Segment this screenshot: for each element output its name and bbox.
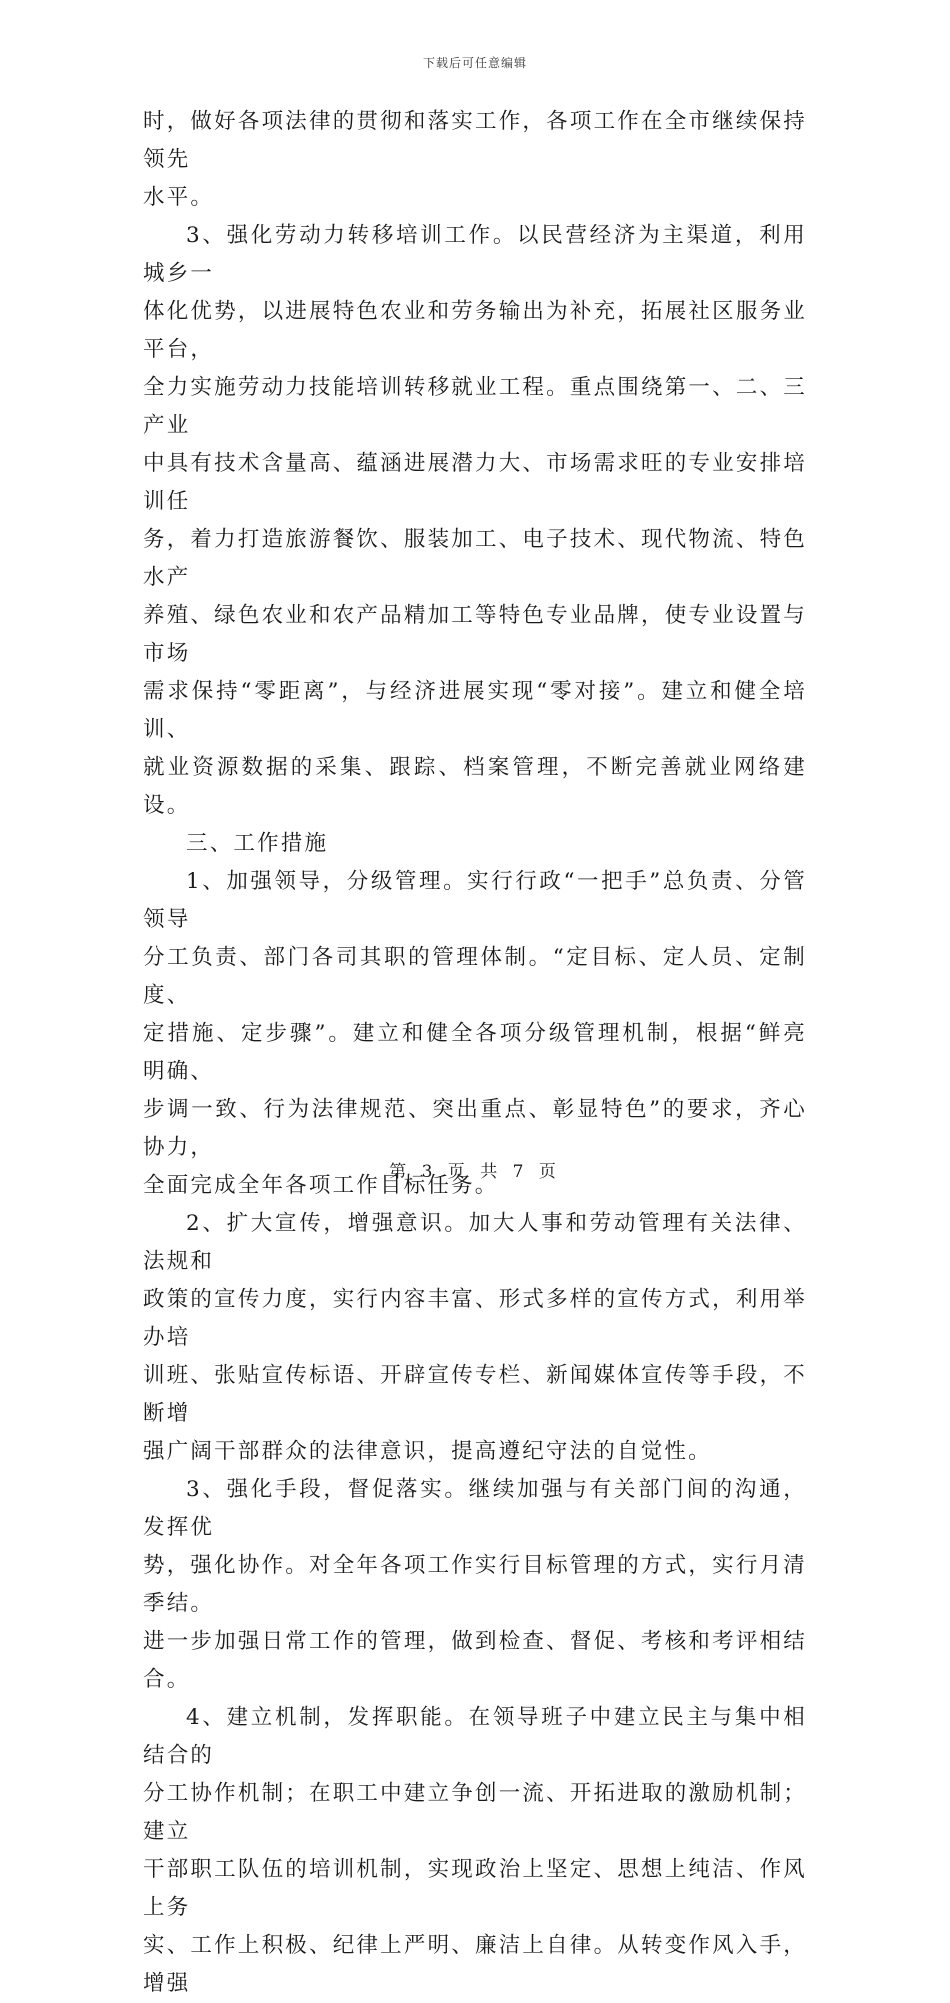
paragraph-line: 时，做好各项法律的贯彻和落实工作，各项工作在全市继续保持领先 bbox=[143, 109, 807, 172]
paragraph-line: 实、工作上积极、纪律上严明、廉洁上自律。从转变作风入手，增强 bbox=[143, 1933, 807, 1996]
paragraph bbox=[143, 103, 807, 217]
paragraph-line: 就业资源数据的采集、跟踪、档案管理，不断完善就业网络建设。 bbox=[143, 755, 807, 818]
paragraph-line: 全力实施劳动力技能培训转移就业工程。重点围绕第一、二、三产业 bbox=[143, 375, 807, 438]
paragraph bbox=[143, 217, 807, 825]
paragraph-line: 养殖、绿色农业和农产品精加工等特色专业品牌，使专业设置与市场 bbox=[143, 603, 807, 666]
paragraph bbox=[143, 825, 807, 863]
paragraph-line: 中具有技术含量高、蕴涵进展潜力大、市场需求旺的专业安排培训任 bbox=[143, 451, 807, 514]
paragraph-line: 定措施、定步骤”。建立和健全各项分级管理机制，根据“鲜亮明确、 bbox=[143, 1021, 807, 1084]
paragraph-line: 强广阔干部群众的法律意识，提高遵纪守法的自觉性。 bbox=[143, 1439, 712, 1464]
paragraph bbox=[143, 1471, 807, 1699]
page-header: 下载后可任意编辑 bbox=[422, 56, 527, 70]
paragraph-line: 分工协作机制；在职工中建立争创一流、开拓进取的激励机制；建立 bbox=[143, 1781, 807, 1844]
paragraph-line: 分工负责、部门各司其职的管理体制。“定目标、定人员、定制度、 bbox=[143, 945, 807, 1008]
paragraph bbox=[143, 1699, 807, 2003]
paragraph-line: 2、扩大宣传，增强意识。加大人事和劳动管理有关法律、法规和 bbox=[143, 1211, 807, 1274]
paragraph-line: 3、强化手段，督促落实。继续加强与有关部门间的沟通，发挥优 bbox=[143, 1477, 807, 1540]
paragraph-line: 水平。 bbox=[143, 185, 215, 210]
paragraph-line: 务，着力打造旅游餐饮、服装加工、电子技术、现代物流、特色水产 bbox=[143, 527, 807, 590]
paragraph-line: 4、建立机制，发挥职能。在领导班子中建立民主与集中相结合的 bbox=[143, 1705, 807, 1768]
page-number-footer: 第 3 页 共 7 页 bbox=[389, 1162, 561, 1182]
paragraph-line: 进一步加强日常工作的管理，做到检查、督促、考核和考评相结合。 bbox=[143, 1629, 807, 1692]
paragraph-line: 政策的宣传力度，实行内容丰富、形式多样的宣传方式，利用举办培 bbox=[143, 1287, 807, 1350]
paragraph-line: 训班、张贴宣传标语、开辟宣传专栏、新闻媒体宣传等手段，不断增 bbox=[143, 1363, 807, 1426]
paragraph-line: 势，强化协作。对全年各项工作实行目标管理的方式，实行月清季结。 bbox=[143, 1553, 807, 1616]
paragraph bbox=[143, 863, 807, 1205]
paragraph-line: 全面完成全年各项工作目标任务。 bbox=[143, 1173, 499, 1198]
paragraph-line: 1、加强领导，分级管理。实行行政“一把手”总负责、分管领导 bbox=[143, 869, 807, 932]
paragraph bbox=[143, 1205, 807, 1471]
document-body bbox=[143, 103, 807, 2003]
paragraph-line: 3、强化劳动力转移培训工作。以民营经济为主渠道，利用城乡一 bbox=[143, 223, 807, 286]
paragraph-line: 干部职工队伍的培训机制，实现政治上坚定、思想上纯洁、作风上务 bbox=[143, 1857, 807, 1920]
paragraph-line: 步调一致、行为法律规范、突出重点、彰显特色”的要求，齐心协力， bbox=[143, 1097, 807, 1160]
paragraph-line: 需求保持“零距离”，与经济进展实现“零对接”。建立和健全培训、 bbox=[143, 679, 807, 742]
paragraph-line: 体化优势，以进展特色农业和劳务输出为补充，拓展社区服务业平台， bbox=[143, 299, 807, 362]
paragraph-line: 三、工作措施 bbox=[186, 831, 329, 856]
